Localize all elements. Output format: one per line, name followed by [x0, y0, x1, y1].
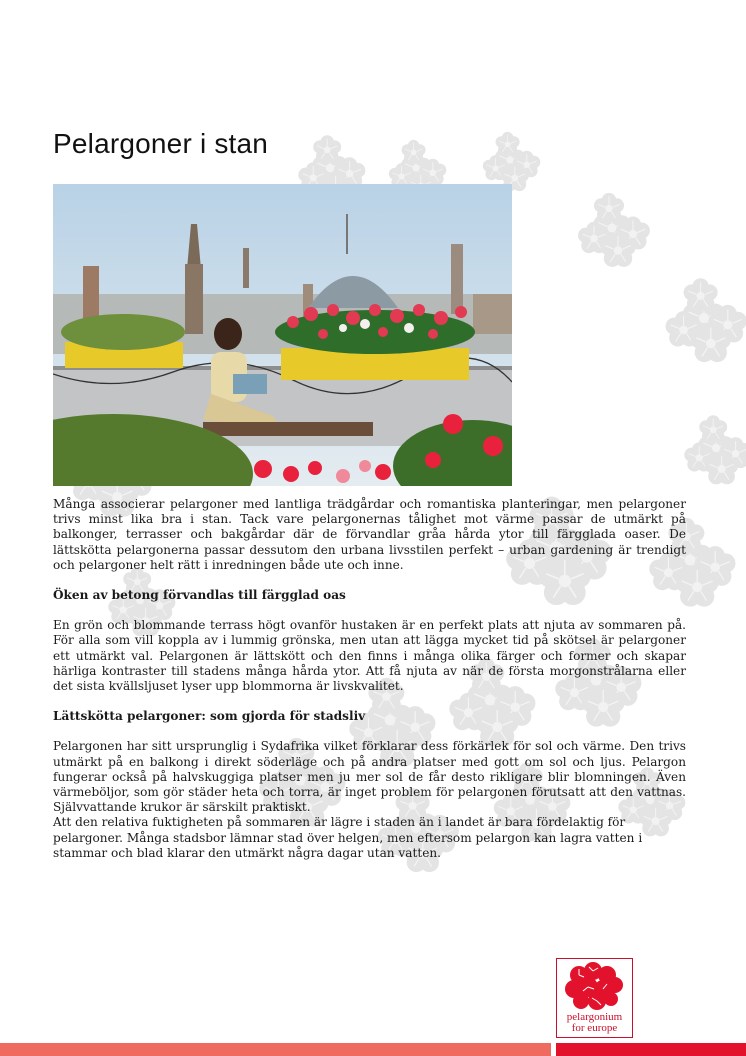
footer-bar-light	[0, 1043, 551, 1056]
page-title: Pelargoner i stan	[53, 128, 269, 159]
pelargonium-flower-icon	[557, 961, 632, 1013]
article-body	[53, 497, 686, 861]
intro-paragraph: Många associerar pelargoner med lantliga trädgårdar och romantiska planteringar, men pelargoner trivs minst lika bra i stan. Tack vare pelargonernas tålighet mot värme passar de utmärkt på balkonger, terrasser och bakgårdar där de förvandlar gråa hårda ytor till färgglada oaser. De lättskötta pelargonerna passar dessutom den urbana livsstilen perfekt – urban gardening är trendigt och pelargoner helt rätt i inredningen både ute och inne.	[53, 497, 686, 572]
section-heading-2: Lättskötta pelargoner: som gjorda för stadsliv	[53, 709, 366, 724]
rooftop-terrace-photo	[53, 184, 512, 486]
logo-line-2: for europe	[571, 1022, 618, 1034]
section-paragraph-1: En grön och blommande terrass högt ovanför hustaken är en perfekt plats att njuta av sommaren på. För alla som vill koppla av i lummig grönska, men utan att lägga mycket tid på skötsel är pelargoner ett utmärkt val. Pelargonen är lättskött och den finns i många olika färger och former och skapar härliga kontraster till stadens många hårda ytor. Att få njuta av när de första morgonstrålarna eller det sista kvällsljuset lyser upp blommorna är livskvalitet.	[53, 618, 686, 694]
footer-bar-accent	[556, 1043, 746, 1056]
pelargonium-for-europe-logo	[556, 958, 633, 1038]
section-paragraph-2: Pelargonen har sitt ursprunglig i Sydafrika vilket förklarar dess förkärlek för sol och värme. Den trivs utmärkt på en balkong i direkt söderläge och på andra platser med gott om sol och ljus. Pelargon fungerar också på halvskuggiga platser men ju mer sol de får desto rikligare blir blomningen. Även värmeböljor, som gör städer heta och torra, är inget problem för pelargonen förutsatt att den vattnas. Självvattande krukor är särskilt praktiskt.	[53, 739, 686, 815]
section-heading-1: Öken av betong förvandlas till färgglad oas	[53, 588, 346, 603]
logo-line-1: pelargonium	[566, 1011, 623, 1023]
section-paragraph-2-end: Att den relativa fuktigheten på sommaren är lägre i staden än i landet är bara fördelaktig för pelargoner. Många stadsbor lämnar stad över helgen, men eftersom pelargon kan lagra vatten i stammar och blad klarar den utmärkt några dagar utan vatten.	[53, 815, 643, 860]
